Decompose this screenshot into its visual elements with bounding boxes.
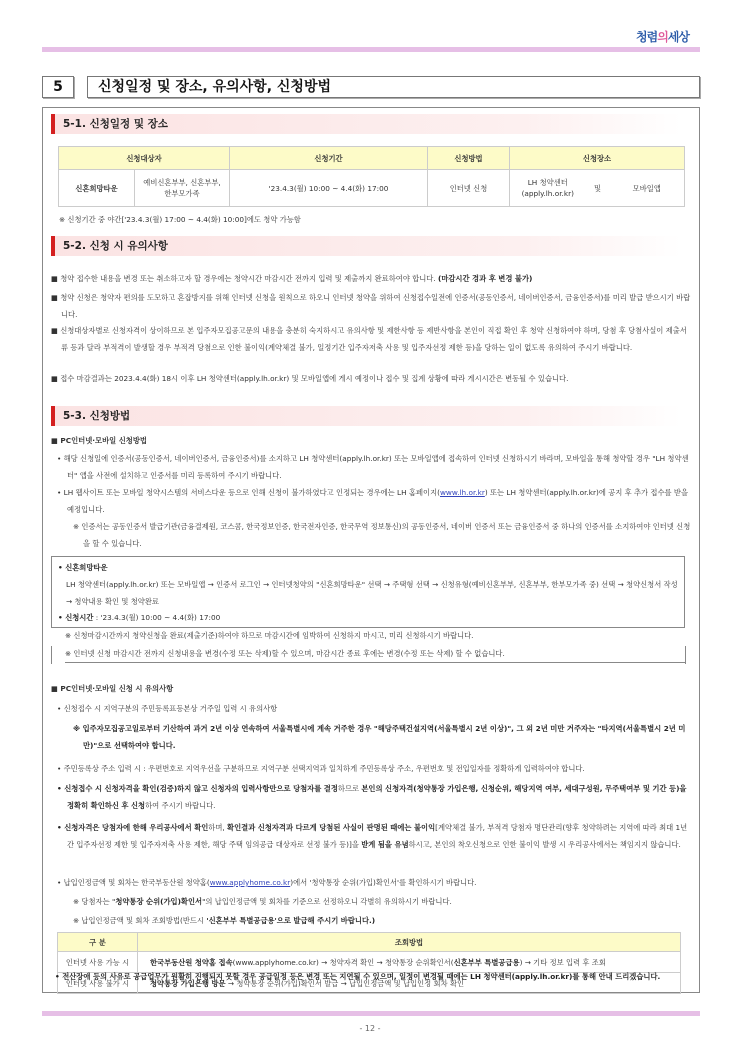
pc-heading: ■ PC인터넷·모바일 신청방법 — [51, 436, 147, 445]
text-segment: 하며, — [208, 823, 228, 832]
cell-place-1: LH 청약센터 (apply.lh.or.kr) — [510, 170, 586, 207]
caution-heading: ■ PC인터넷·모바일 신청 시 유의사항 — [51, 684, 174, 693]
section-number: 5 — [42, 76, 74, 98]
cell-place-2: 모바일앱 — [610, 170, 685, 207]
box-border — [685, 646, 686, 664]
schedule-table — [58, 146, 685, 207]
text-segment: ) → 기타 정보 입력 후 조회 — [519, 957, 606, 967]
footer-divider — [42, 1011, 700, 1016]
caution-item — [57, 874, 691, 891]
text-segment: ) 또는 LH 청약센터(apply.lh.or.kr)에 공지 후 추가 접수를 받을 예정입니다. — [67, 488, 688, 514]
box-label: • 신혼희망타운 — [58, 563, 108, 572]
caution-item — [57, 760, 691, 777]
subsection-title-5-2: 5-2. 신청 시 유의사항 — [51, 236, 681, 256]
page-number: - 12 - — [359, 1024, 381, 1033]
text-segment: 청약통장 순위(가입)확인서 — [115, 897, 203, 906]
text-segment: [계약체결 불가, 부적격 당첨자 명단관리(향후 청약하려는 지역에 따라 최대 1년간 입주자선정 제한 및 입주자저축 사용 제한, 해당 주택 임의공급 대상자로 선정 불가 등)]을 — [67, 823, 688, 849]
text-segment: ※ 당첨자는 " — [73, 897, 116, 906]
cell-period: '23.4.3(월) 10:00 ~ 4.4(화) 17:00 — [230, 170, 428, 207]
caution-item — [57, 819, 691, 853]
text-segment: • 신청자격은 당첨자에 한해 우리공사에서 확인 — [57, 823, 209, 832]
text-segment: (www.applyhome.co.kr) → 청약자격 확인 → 청약통장 순위확인서( — [232, 957, 454, 967]
cell-case: 인터넷 사용 가능 시 — [58, 952, 138, 973]
text-segment: (마감시간 경과 후 변경 불가) — [437, 274, 533, 283]
th-target: 신청대상자 — [59, 147, 230, 170]
text-segment: 하여 주시기 바랍니다. — [145, 801, 216, 810]
text-segment: ■ 신청대상자별로 신청자격이 상이하므로 본 입주자모집공고문의 내용을 충분히 숙지하시고 유의사항 및 제한사항 등 제반사항을 본인이 직접 확인 후 청약 신청하여야 하며, 당첨 후 당첨사실이 제출서류 등과 달라 부적격이 발생할 경우 부적격 당첨으로 인한 불이익(계약체결 불가, 일정기간 입주자저축 사용 및 입주자선정 제한 등)을 당하는 일이 없도록 유의하여 주시기 바랍니다. — [51, 326, 687, 352]
text-segment: "의 납입인정금액 및 회차를 기준으로 선정하오니 각별히 유의하시기 바랍니다. — [202, 897, 452, 906]
link[interactable]: www.applyhome.co.kr — [209, 878, 291, 887]
text-segment: • 신청접수 시 신청자격을 확인(검증)하지 않고 신청자의 입력사항만으로 당첨자를 결정 — [57, 784, 338, 793]
text-segment: • 주민등록상 주소 입력 시 : 우편번호로 지역우선을 구분하므로 지역구분 선택지역과 일치하게 주민등록상 주소, 우편번호 및 전입일자를 정확하게 입력하여야 합니다. — [57, 764, 585, 773]
text-segment: ■ 청약 접수한 내용을 변경 또는 취소하고자 할 경우에는 청약시간 마감시간 전까지 입력 및 제출까지 완료하여야 합니다. — [51, 274, 438, 283]
box-note: ※ 인터넷 신청 마감시간 전까지 신청내용을 변경(수정 또는 삭제)할 수 있으며, 마감시간 종료 후에는 변경(수정 또는 삭제) 할 수 없습니다. — [65, 645, 685, 663]
th-place: 신청장소 — [510, 147, 685, 170]
time-value: : '23.4.3(월) 10:00 ~ 4.4(화) 17:00 — [93, 613, 221, 622]
subsection-title-5-1: 5-1. 신청일정 및 장소 — [51, 114, 681, 134]
text-segment: ■ 청약 신청은 청약자 편의를 도모하고 혼잡방지를 위해 인터넷 신청을 원칙으로 하오니 인터넷 청약을 위하여 신청접수일전에 인증서(공동인증서, 네이버인증서, 금융인증서)를 미리 발급 받으시기 바랍니다. — [51, 293, 691, 319]
text-segment: '신혼부부 특별공급용'으로 발급해 주시기 바랍니다.) — [206, 916, 376, 925]
text-segment: 본인의 신청자격(청약통장 가입은행, 신청순위, 해당지역 여부, 세대구성원, 무주택여부 및 기간 등)을 정확히 확인하신 후 신청 — [67, 784, 687, 810]
text-segment: • 전산장애 등의 사유로 공급업무가 원활히 진행되지 못할 경우 공급일정 등은 변경 또는 지연될 수 있으며, 일정이 변경될 때에는 LH 청약센터(apply.lh.or.kr)를 통해 안내 드리겠습니다. — [55, 972, 661, 981]
text-segment: ※ 납입인정금액 및 회차 조회방법(반드시 — [73, 916, 207, 925]
cell-and: 및 — [586, 170, 610, 207]
text-segment: 확인결과 신청자격과 다르게 당첨된 사실이 판명된 때에는 불이익 — [227, 823, 436, 832]
caution-item — [57, 912, 691, 929]
caution-item — [51, 289, 691, 323]
caution-item — [57, 780, 691, 814]
caution-item — [51, 370, 691, 387]
schedule-note: ※ 신청기간 중 야간['23.4.3(월) 17:00 ~ 4.4(화) 10:00]에도 청약 가능함 — [59, 215, 301, 224]
text-segment: 하시고, 본인의 착오신청으로 인한 불이익 발생 시 우리공사에서는 책임지지 않습니다. — [408, 840, 681, 849]
cell-type: 신혼희망타운 — [59, 170, 135, 207]
caution-item — [57, 720, 691, 754]
pc-item — [57, 484, 691, 518]
link[interactable]: www.lh.or.kr — [439, 488, 485, 497]
newlywed-box — [51, 556, 685, 628]
logo: 청렴의세상 — [636, 30, 689, 44]
text-segment: 청약통장 가입은행 방문 — [150, 978, 226, 988]
caution-item — [57, 893, 691, 910]
text-segment: • 해당 신청일에 인증서(공동인증서, 네이버인증서, 금융인증서)를 소지하고 LH 청약센터(apply.lh.or.kr) 또는 모바일앱에 접속하여 인터넷 신청하시기 바라며, 모바일을 통해 청약할 경우 "LH 청약센터" 앱을 사전에 설치하고 인증서를 미리 등록하여 주시기 바랍니다. — [57, 454, 689, 480]
caution-item — [57, 700, 691, 717]
box-note: ※ 신청마감시간까지 청약신청을 완료(제출기준)하여야 하므로 마감시간에 임박하여 신청하지 마시고, 미리 신청하시기 바랍니다. — [65, 631, 474, 640]
cell-method: 인터넷 신청 — [428, 170, 510, 207]
text-segment: ※ 입주자모집공고일로부터 기산하여 과거 2년 이상 연속하여 서울특별시에 계속 거주한 경우 "해당주택건설지역(서울특별시 2년 이상)", 그 외 2년 미만 거주자는 "타지역(서울특별시 2년 미만)"으로 선택하여야 합니다. — [73, 724, 686, 750]
text-segment: 신혼부부 특별공급용 — [453, 957, 520, 967]
text-segment: • 납입인정금액 및 회차는 한국부동산원 청약홈( — [57, 878, 210, 887]
header-divider — [42, 47, 700, 52]
text-segment: ■ 접수 마감결과는 2023.4.4(화) 18시 이후 LH 청약센터(apply.lh.or.kr) 및 모바일앱에 게시 예정이나 접수 및 집계 상황에 따라 게시시간은 변동될 수 있습니다. — [51, 374, 569, 383]
text-segment: )에서 '청약통장 순위(가입)확인서'를 확인하시기 바랍니다. — [290, 878, 477, 887]
cell-case: 인터넷 사용 불가 시 — [58, 973, 138, 994]
text-segment: 한국부동산원 청약홈 접속 — [150, 957, 233, 967]
final-note — [55, 968, 695, 985]
caution-item — [51, 322, 691, 356]
th-method: 신청방법 — [428, 147, 510, 170]
text-segment: → 청약통장 순위(가입)확인서 발급 → 납입인정금액 및 납입인정 회차 확인 — [225, 978, 465, 988]
text-segment: • 신청접수 시 지역구분의 주민등록표등본상 거주일 입력 시 유의사항 — [57, 704, 278, 713]
pc-item — [57, 450, 691, 484]
subsection-title-5-3: 5-3. 신청방법 — [51, 406, 681, 426]
box-border — [51, 646, 52, 664]
caution-item — [51, 270, 691, 287]
text-segment: 하므로 — [337, 784, 362, 793]
section-title: 신청일정 및 장소, 유의사항, 신청방법 — [87, 76, 700, 98]
th-period: 신청기간 — [230, 147, 428, 170]
time-label: • 신청시간 — [58, 613, 94, 622]
cell-target: 예비신혼부부, 신혼부부, 한부모가족 — [135, 170, 230, 207]
text-segment: • LH 웹사이트 또는 모바일 청약시스템의 서비스다운 등으로 인해 신청이 불가하였다고 인정되는 경우에는 LH 홈페이지( — [57, 488, 440, 497]
box-steps: LH 청약센터(apply.lh.or.kr) 또는 모바일앱 → 인증서 로그인 → 인터넷청약의 "신혼희망타운" 선택 → 주택형 선택 → 신청유형(예비신혼부부, 신혼부부, 한부모가족 중) 선택 → 청약신청서 작성 → 청약내용 확인 및 청약완료 — [66, 580, 678, 606]
box-time — [58, 609, 698, 626]
th-lookup: 조회방법 — [138, 933, 681, 952]
text-segment: 받게 됨을 유념 — [361, 840, 409, 849]
pc-note — [57, 518, 691, 552]
content-box — [42, 107, 700, 993]
text-segment: ※ 인증서는 공동인증서 발급기관(금융결제원, 코스콤, 한국정보인증, 한국전자인증, 한국무역 정보통신)의 공동인증서, 네이버 인증서 또는 금융인증서 중 하나의 인증서를 소지하여야 인터넷 신청을 할 수 있습니다. — [73, 522, 691, 548]
th-case: 구 분 — [58, 933, 138, 952]
